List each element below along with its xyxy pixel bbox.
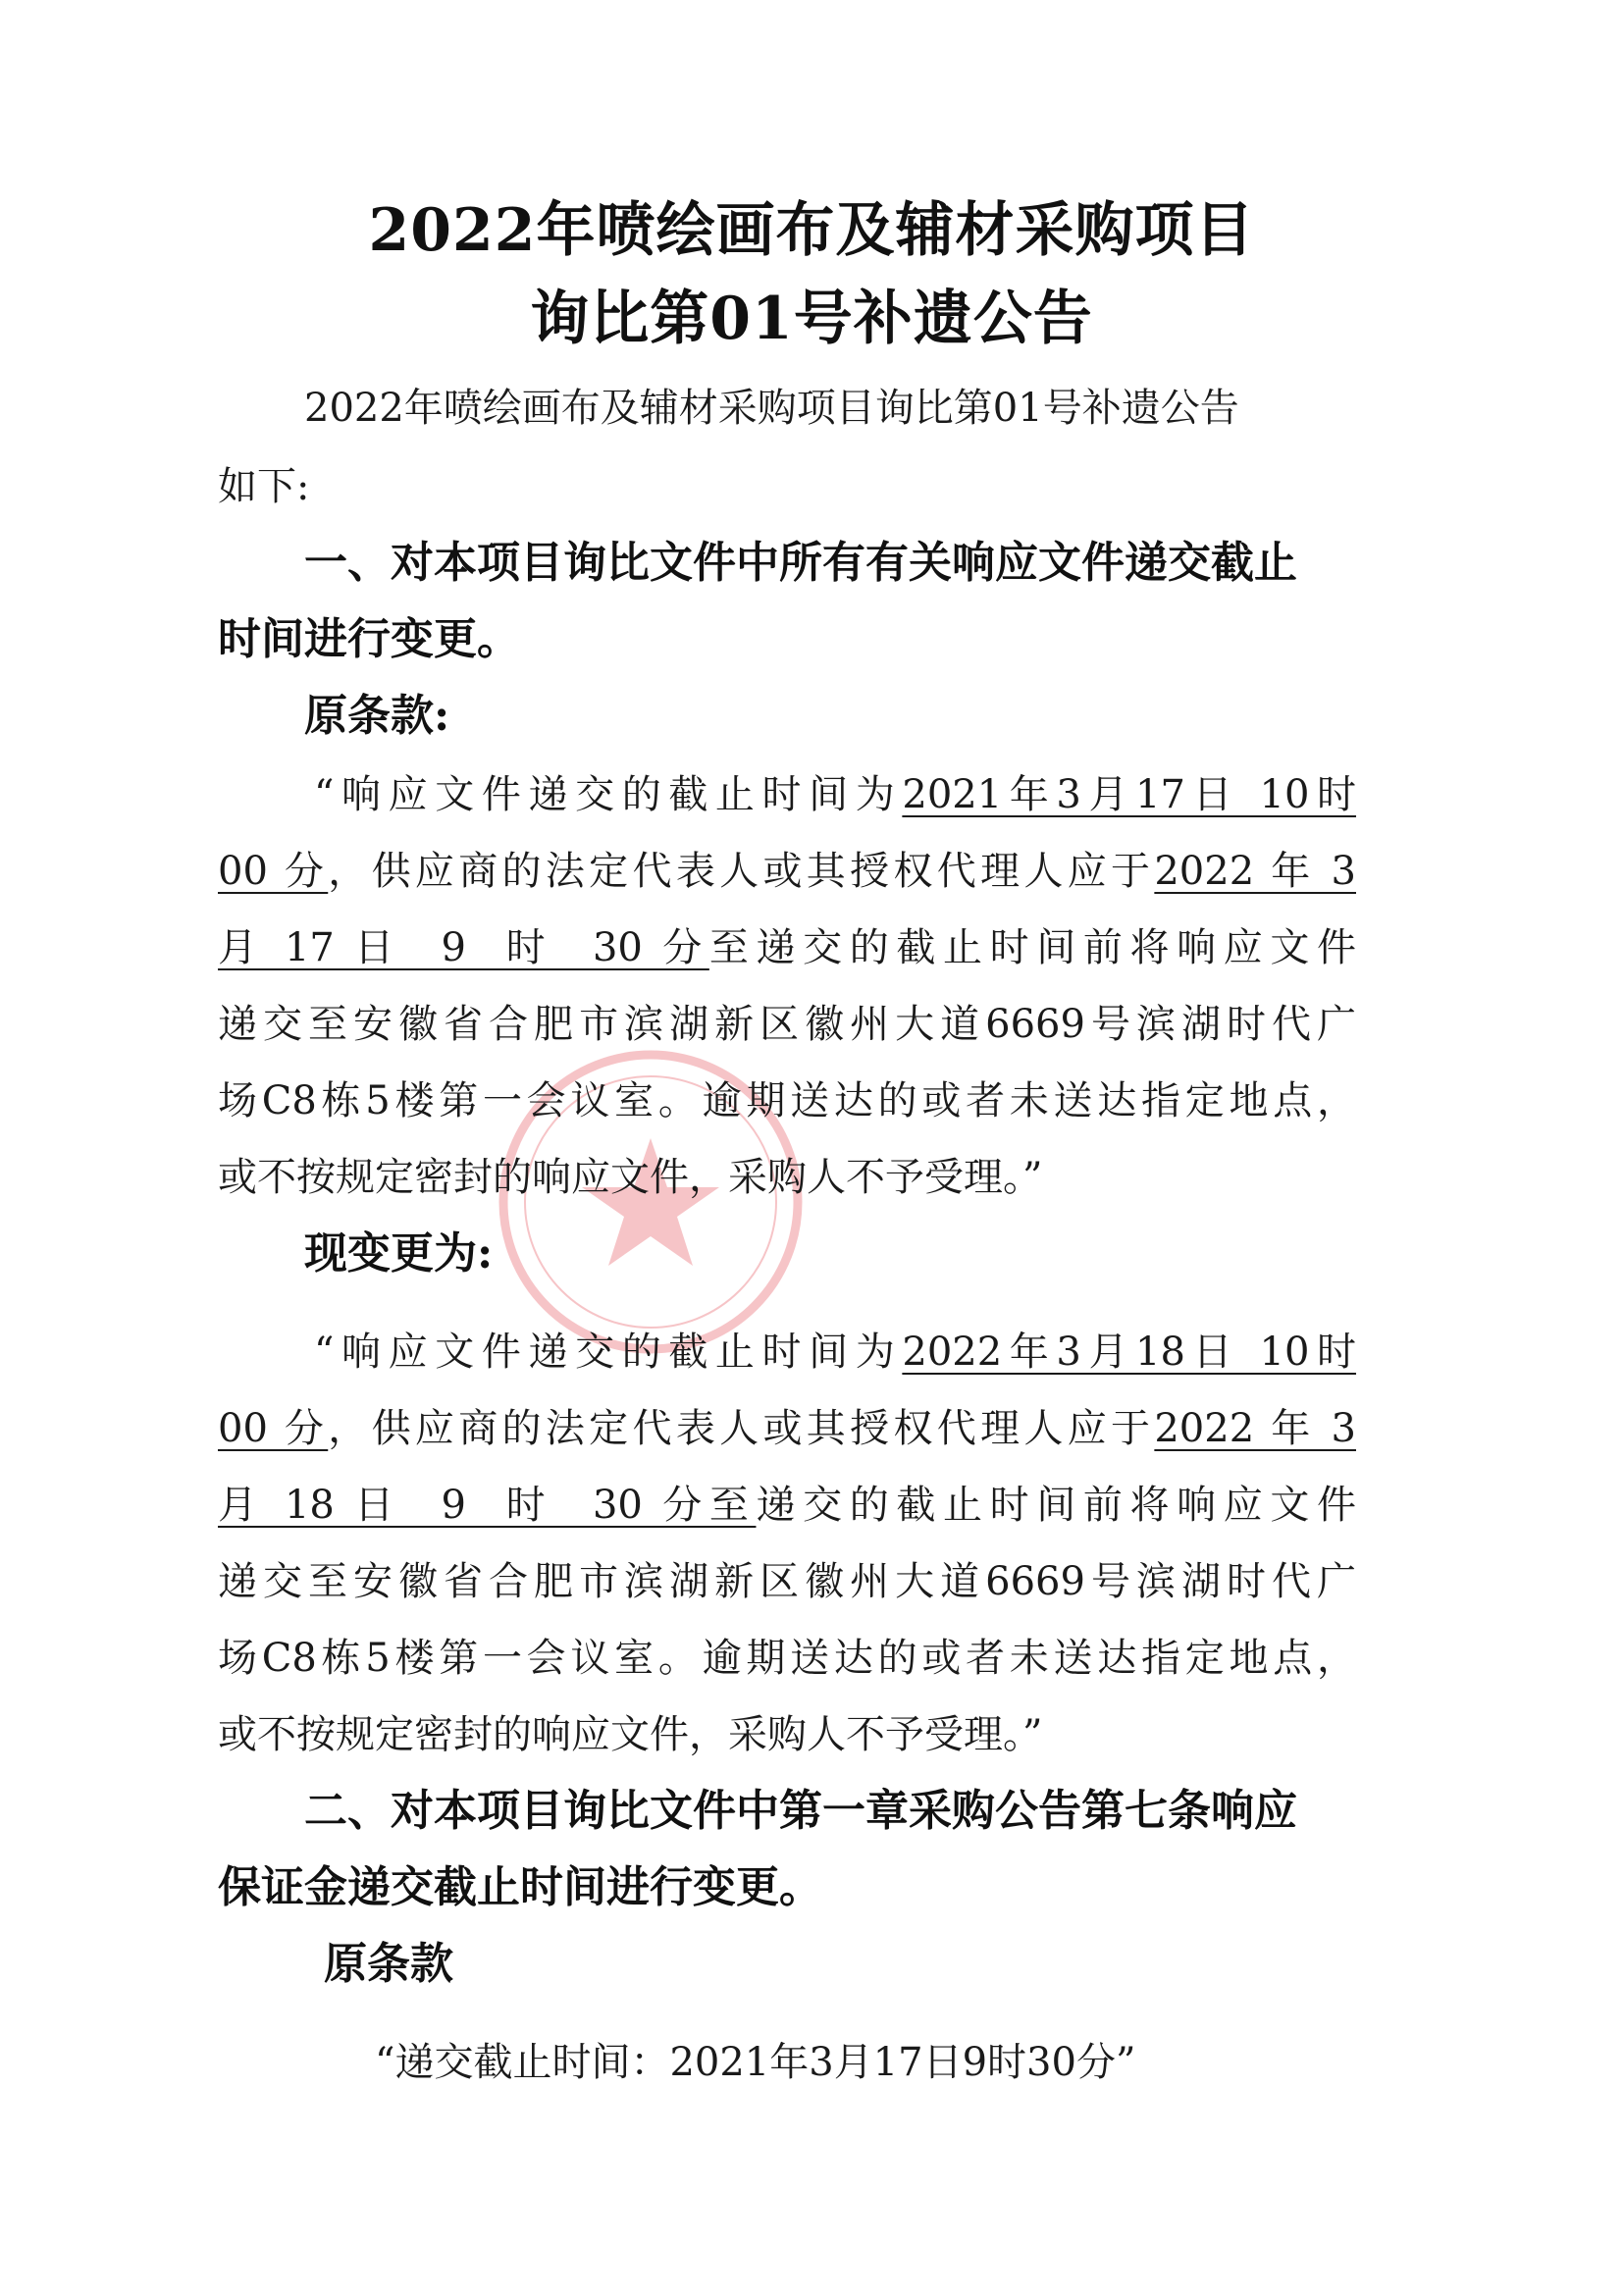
changed-clause-line-5: 场C8栋5楼第一会议室。逾期送达的或者未送达指定地点，: [218, 1636, 1356, 1681]
original-clause-line-1: [314, 769, 1356, 820]
section2-original-text: “递交截止时间：2021年3月17日9时30分”: [375, 2040, 1136, 2085]
section2-original-label: 原条款: [324, 1939, 453, 1989]
changed-l2-text: ，供应商的法定代表人或其授权代理人应于: [328, 1406, 1155, 1451]
original-clause-line-4: 递交至安徽省合肥市滨湖新区徽州大道6669号滨湖时代广: [218, 1002, 1356, 1047]
changed-clause-line-4: 递交至安徽省合肥市滨湖新区徽州大道6669号滨湖时代广: [218, 1559, 1356, 1604]
original-clause-line-5: 场C8栋5楼第一会议室。逾期送达的或者未送达指定地点，: [218, 1078, 1356, 1123]
original-clause-line-3: [218, 922, 1356, 973]
changed-clause-line-3: [218, 1480, 1356, 1531]
original-l1-text: “响应文件递交的截止时间为: [314, 772, 903, 817]
original-deadline-date: 2021年3月17日 10时: [902, 772, 1357, 817]
original-clause-line-2: [218, 846, 1356, 897]
intro-line-2: 如下:: [218, 464, 310, 509]
intro-line-1: 2022年喷绘画布及辅材采购项目询比第01号补遗公告: [304, 386, 1239, 431]
section1-original-label: 原条款:: [304, 691, 450, 741]
original-l2-text: ，供应商的法定代表人或其授权代理人应于: [328, 849, 1155, 894]
section1-heading-line-1: 一、对本项目询比文件中所有有关响应文件递交截止: [304, 538, 1297, 588]
original-arrival-date-part1: 2022 年 3: [1154, 849, 1356, 894]
changed-l3-text: 递交的截止时间前将响应文件: [756, 1483, 1356, 1528]
section1-heading-line-2: 时间进行变更。: [218, 614, 520, 664]
section2-heading-line-1: 二、对本项目询比文件中第一章采购公告第七条响应: [304, 1786, 1297, 1836]
original-arrival-date-part2: 月 17 日 9 时 30 分: [218, 925, 709, 970]
changed-clause-line-2: [218, 1403, 1356, 1454]
title-line-2: 询比第01号补遗公告: [530, 285, 1093, 353]
changed-clause-line-1: [314, 1327, 1356, 1378]
changed-deadline-minute: 00 分: [218, 1406, 329, 1451]
changed-arrival-date-part2: 月 18 日 9 时 30 分至: [218, 1483, 757, 1528]
changed-deadline-date: 2022年3月18日 10时: [902, 1330, 1357, 1375]
section1-changed-label: 现变更为:: [304, 1228, 494, 1278]
changed-arrival-date-part1: 2022 年 3: [1154, 1406, 1356, 1451]
section2-heading-line-2: 保证金递交截止时间进行变更。: [218, 1862, 822, 1912]
title-line-1: 2022年喷绘画布及辅材采购项目: [368, 196, 1255, 265]
original-clause-line-6: 或不按规定密封的响应文件，采购人不予受理。”: [218, 1155, 1043, 1200]
original-deadline-minute: 00 分: [218, 849, 329, 894]
changed-l1-text: “响应文件递交的截止时间为: [314, 1330, 903, 1375]
changed-clause-line-6: 或不按规定密封的响应文件，采购人不予受理。”: [218, 1712, 1043, 1757]
original-l3-text: 至递交的截止时间前将响应文件: [708, 925, 1356, 970]
